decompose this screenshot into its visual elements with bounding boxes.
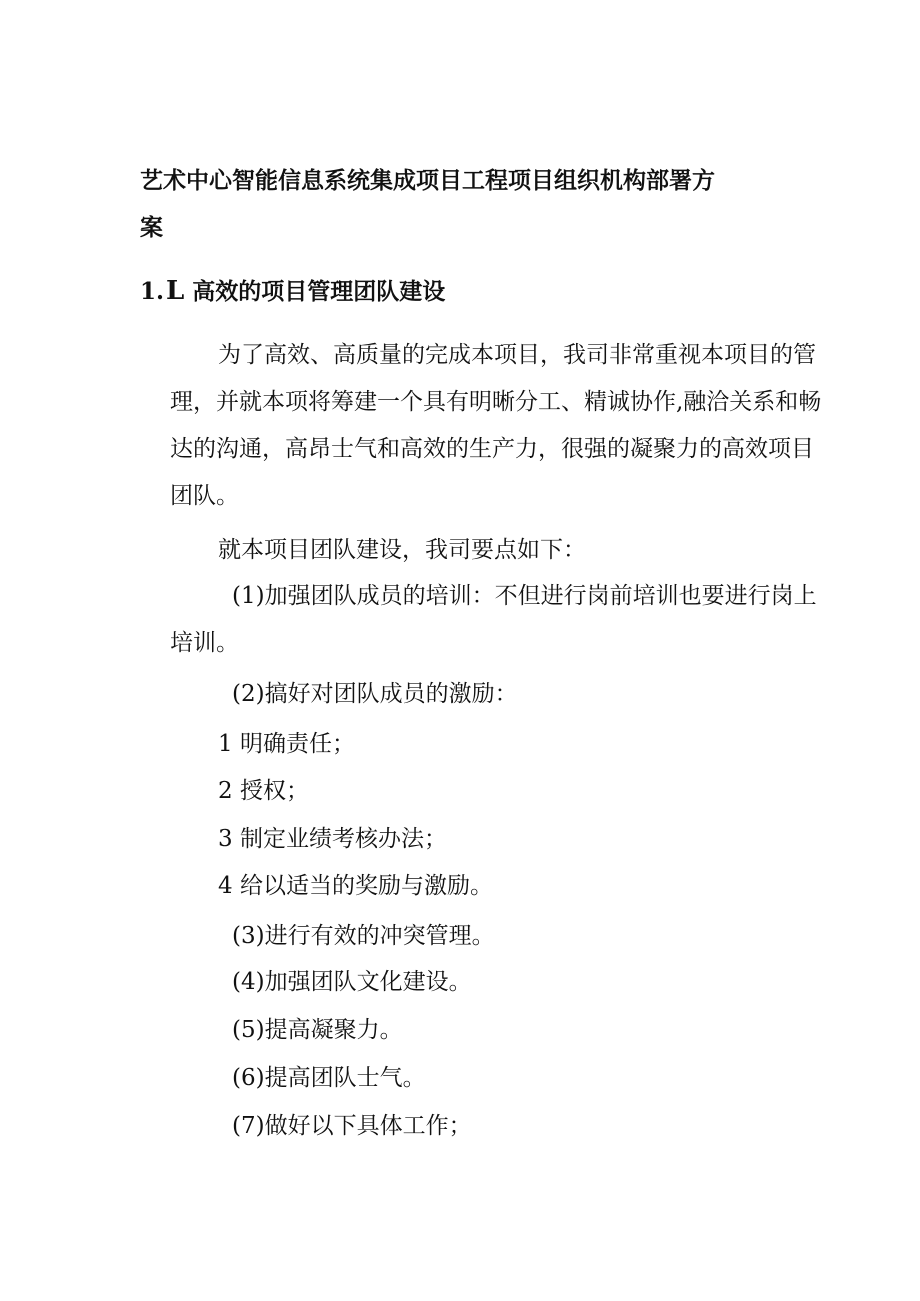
intro-line: 就本项目团队建设，我司要点如下：	[218, 537, 586, 563]
paragraph-1-line-2: 理，并就本项将筹建一个具有明晰分工、精诚协作,融洽关系和畅	[170, 389, 822, 415]
sub-item-4: 4 给以适当的奖励与激励。	[218, 873, 493, 899]
document-title-line-1: 艺术中心智能信息系统集成项目工程项目组织机构部署方	[140, 167, 715, 194]
item-1-line-2: 培训。	[170, 630, 239, 656]
section-heading	[140, 276, 445, 307]
item-3-line: (3)进行有效的冲突管理。	[232, 923, 495, 949]
section-heading-text: 高效的项目管理团队建设	[192, 278, 446, 305]
item-1-line-1: (1)加强团队成员的培训：不但进行岗前培训也要进行岗上	[232, 583, 817, 609]
paragraph-1-line-3: 达的沟通，高昂士气和高效的生产力，很强的凝聚力的高效项目	[170, 436, 814, 462]
item-6-line: (6)提高团队士气。	[232, 1065, 426, 1091]
sub-item-2: 2 授权；	[218, 778, 309, 804]
sub-item-1: 1 明确责任；	[218, 731, 355, 757]
item-2-line: (2)搞好对团队成员的激励：	[232, 681, 518, 707]
section-heading-letter: L	[166, 276, 185, 306]
section-heading-number: 1.	[140, 278, 165, 305]
item-4-line: (4)加强团队文化建设。	[232, 969, 472, 995]
sub-item-3: 3 制定业绩考核办法；	[218, 826, 447, 852]
item-7-line: (7)做好以下具体工作；	[232, 1113, 472, 1139]
item-5-line: (5)提高凝聚力。	[232, 1017, 403, 1043]
paragraph-1-line-1: 为了高效、高质量的完成本项目，我司非常重视本项目的管	[218, 342, 816, 368]
paragraph-1-line-4: 团队。	[170, 483, 239, 509]
document-title-line-2: 案	[140, 214, 163, 241]
